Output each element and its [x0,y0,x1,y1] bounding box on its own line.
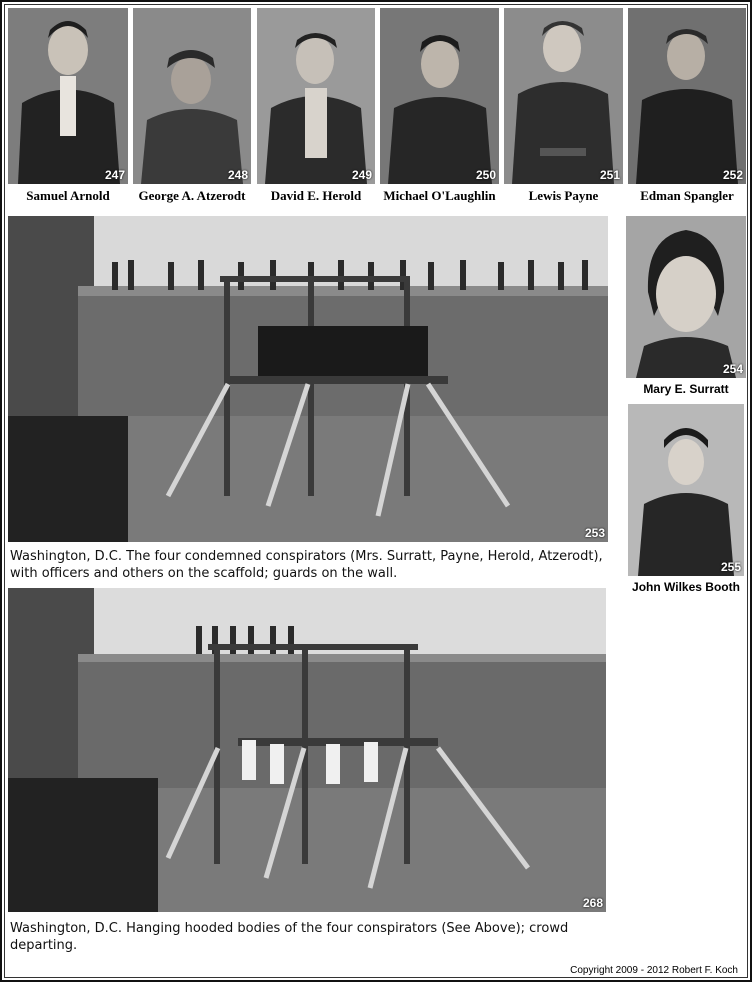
photo-number: 253 [584,526,605,540]
caption-arnold: Samuel Arnold [26,188,110,203]
caption-scene-scaffold: Washington, D.C. The four condemned conspirators (Mrs. Surratt, Payne, Herold, Atzerodt), with officers and others on the scaffold; guards on the wall. [10,549,603,581]
scaffold-illustration [8,216,608,542]
portrait-herold [257,8,375,184]
portrait-figure [628,404,744,576]
scene-scaffold-photo [8,216,608,542]
caption-scene-hanging: Washington, D.C. Hanging hooded bodies of the four conspirators (See Above); crowd departing. [10,921,569,953]
photo-number: 251 [599,168,620,182]
hanging-illustration [8,588,606,912]
photo-number: 247 [104,168,125,182]
caption-surratt: Mary E. Surratt [643,382,729,396]
caption-olaughlin: Michael O'Laughlin [383,188,496,203]
photo-number: 268 [582,896,603,910]
caption-payne: Lewis Payne [528,188,599,203]
portrait-atzerodt [133,8,251,184]
caption-booth: John Wilkes Booth [632,580,740,594]
portrait-figure [257,8,375,184]
caption-spangler: Edman Spangler [640,188,734,203]
caption-herold: David E. Herold [270,188,362,203]
portrait-figure [380,8,499,184]
portrait-olaughlin [380,8,499,184]
photo-number: 250 [475,168,496,182]
portrait-payne [504,8,623,184]
portrait-arnold [8,8,128,184]
caption-atzerodt: George A. Atzerodt [138,188,246,203]
portrait-surratt [626,216,746,378]
photo-number: 252 [722,168,743,182]
photo-number: 254 [722,362,743,376]
copyright-notice: Copyright 2009 - 2012 Robert F. Koch [570,965,738,976]
portrait-booth [628,404,744,576]
photo-number: 255 [720,560,741,574]
scene-hanging-photo [8,588,606,912]
portrait-figure [8,8,128,184]
portrait-figure [133,8,251,184]
portrait-figure [628,8,746,184]
portrait-spangler [628,8,746,184]
photo-number: 249 [351,168,372,182]
photo-number: 248 [227,168,248,182]
portrait-figure [626,216,746,378]
portrait-figure [504,8,623,184]
